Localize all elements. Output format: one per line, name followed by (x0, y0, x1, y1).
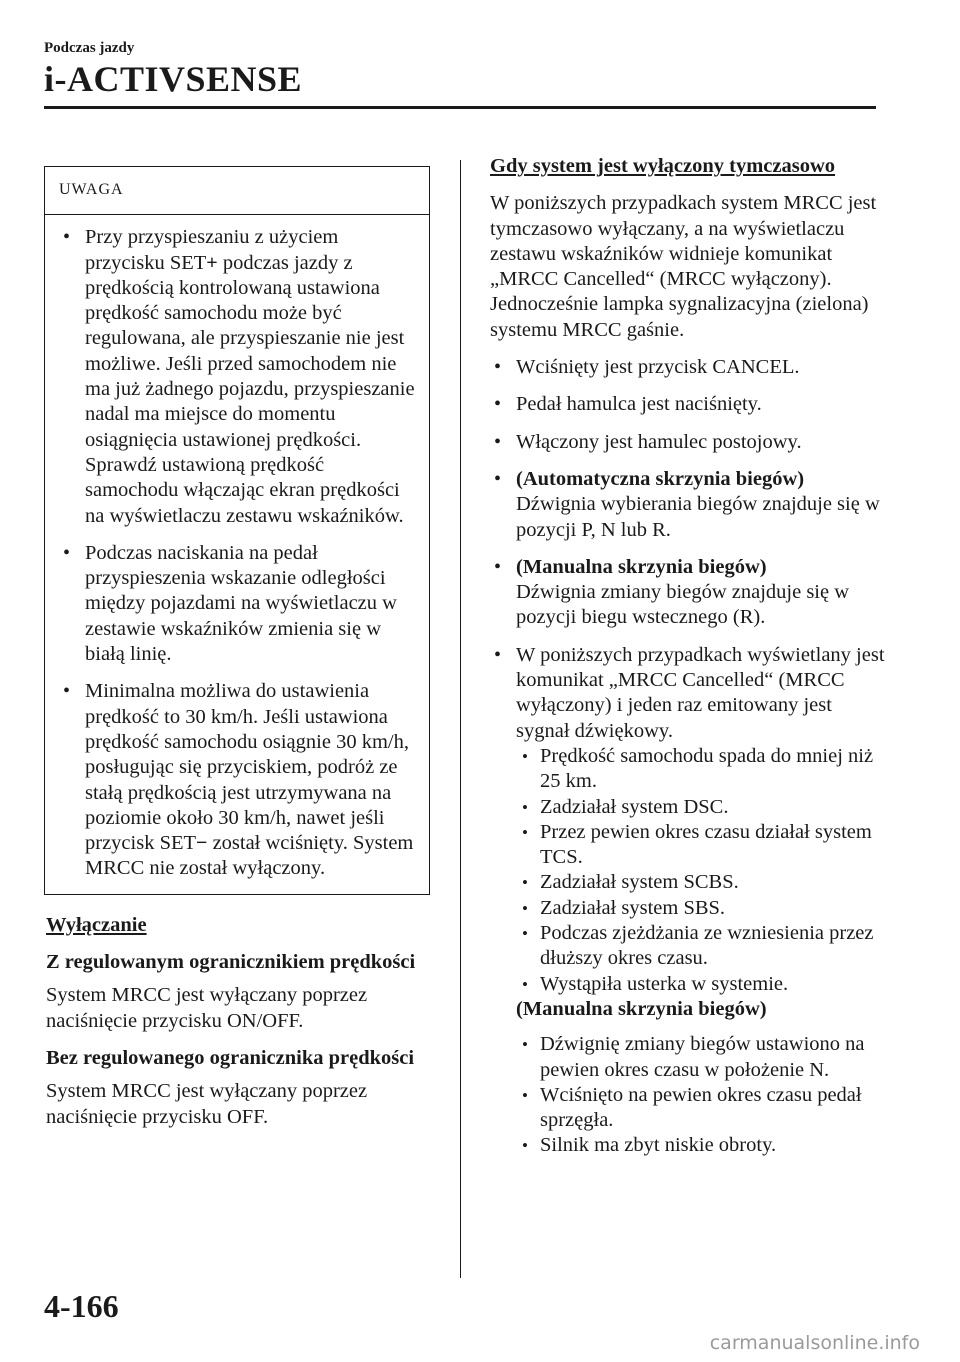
note-item (59, 679, 417, 881)
note-body (45, 215, 429, 893)
column-divider (460, 160, 461, 1278)
list-item: • Włączony jest hamulec postojowy. (490, 430, 890, 455)
off-sub1-text: System MRCC jest wyłączany poprzez naciśnięcie przycisku ON/OFF. (46, 984, 368, 1032)
list-item: • Pedał hamulca jest naciśnięty. (490, 392, 890, 417)
manual-conditions-list (516, 1032, 890, 1158)
minus-icon: − (196, 832, 208, 855)
sub-list-item: • Zadziałał system SBS. (516, 896, 890, 921)
list-item (490, 555, 890, 631)
header-rule (44, 106, 876, 109)
right-column (490, 154, 890, 1171)
cancel-conditions-list (516, 744, 890, 997)
note-item-1-text-a: Przy przyspieszaniu z użyciem przycisku SET (85, 226, 339, 274)
temp-list (490, 355, 890, 1159)
sub-list-item: • Dźwignię zmiany biegów ustawiono na pewien okres czasu w położenie N. (516, 1032, 890, 1083)
note-item (59, 225, 417, 529)
sub-list-item: • Prędkość samochodu spada do mniej niż 25 km. (516, 744, 890, 795)
watermark: carmanualsonline.info (709, 1332, 920, 1354)
sub-list-item: • Zadziałał system DSC. (516, 795, 890, 820)
note-item-1-text-b: podczas jazdy z prędkością kontrolowaną ustawiona prędkość samochodu może być regulowana, ale przyspieszanie nie jest możliwe. Jeśli przed samochodem nie ma już żadnego pojazdu, przyspieszanie nadal ma miejsce do momentu osiągnięcia ustawionej prędkości. Sprawdź ustawioną prędkość samochodu włączając ekran prędkości na wyświetlaczu zestawu wskaźników. (85, 251, 415, 527)
cancel-message-text: W poniższych przypadkach wyświetlany jest komunikat „MRCC Cancelled“ (MRCC wyłączony) i jeden raz emitowany jest sygnał dźwiękowy. (516, 643, 885, 742)
plus-icon: + (206, 251, 218, 274)
left-column (46, 166, 430, 1142)
temp-intro: W poniższych przypadkach system MRCC jest tymczasowo wyłączany, a na wyświetlaczu zestawu wskaźników widnieje komunikat „MRCC Cancelled“ (MRCC wyłączony). Jednocześnie lampka sygnalizacyjna (zielona) systemu MRCC gaśnie. (490, 192, 877, 341)
sub-list-item: • Silnik ma zbyt niskie obroty. (516, 1133, 890, 1158)
note-list (59, 225, 417, 881)
manual-heading: (Manualna skrzynia biegów) (516, 997, 767, 1020)
automatic-transmission-text: Dźwignia wybierania biegów znajduje się w pozycji P, N lub R. (516, 493, 880, 541)
off-sub1-heading: Z regulowanym ogranicznikiem prędkości (46, 951, 416, 974)
section-label: Podczas jazdy (44, 40, 135, 56)
sub-list-item: • Wystąpiła usterka w systemie. (516, 972, 890, 997)
note-item: • Podczas naciskania na pedał przyspieszenia wskazanie odległości między pojazdami na wyświetlaczu w zestawie wskaźników zmienia się w białą linię. (59, 541, 417, 667)
list-item (490, 467, 890, 543)
automatic-transmission-label: (Automatyczna skrzynia biegów) (516, 467, 805, 490)
sub-list-item: • Zadziałał system SCBS. (516, 870, 890, 895)
off-sub2-text: System MRCC jest wyłączany poprzez naciśnięcie przycisku OFF. (46, 1080, 368, 1128)
note-label: UWAGA (45, 167, 429, 215)
off-heading: Wyłączanie (46, 913, 147, 936)
manual-transmission-text: Dźwignia zmiany biegów znajduje się w pozycji biegu wstecznego (R). (516, 581, 850, 629)
manual-transmission-label: (Manualna skrzynia biegów) (516, 555, 767, 578)
note-box (44, 166, 430, 895)
list-item: • Wciśnięty jest przycisk CANCEL. (490, 355, 890, 380)
sub-list-item: • Przez pewien okres czasu działał system TCS. (516, 820, 890, 871)
sub-list-item: • Podczas zjeżdżania ze wzniesienia przez dłuższy okres czasu. (516, 921, 890, 972)
list-item (490, 643, 890, 1159)
page-title: i-ACTIVSENSE (44, 59, 303, 99)
note-item-3-text-b: został wciśnięty. System MRCC nie został wyłączony. (85, 832, 414, 880)
off-sub2-heading: Bez regulowanego ogranicznika prędkości (46, 1046, 415, 1069)
note-item-3-text-a: Minimalna możliwa do ustawienia prędkość to 30 km/h. Jeśli ustawiona prędkość samochodu osiągnie 30 km/h, posługując się przyciskiem, podróż ze stałą prędkością jest utrzymywana na poziomie około 30 km/h, nawet jeśli przycisk SET (85, 680, 409, 855)
page-number: 4-166 (44, 1288, 119, 1324)
temp-heading: Gdy system jest wyłączony tymczasowo (490, 155, 836, 177)
sub-list-item: • Wciśnięto na pewien okres czasu pedał sprzęgła. (516, 1083, 890, 1134)
